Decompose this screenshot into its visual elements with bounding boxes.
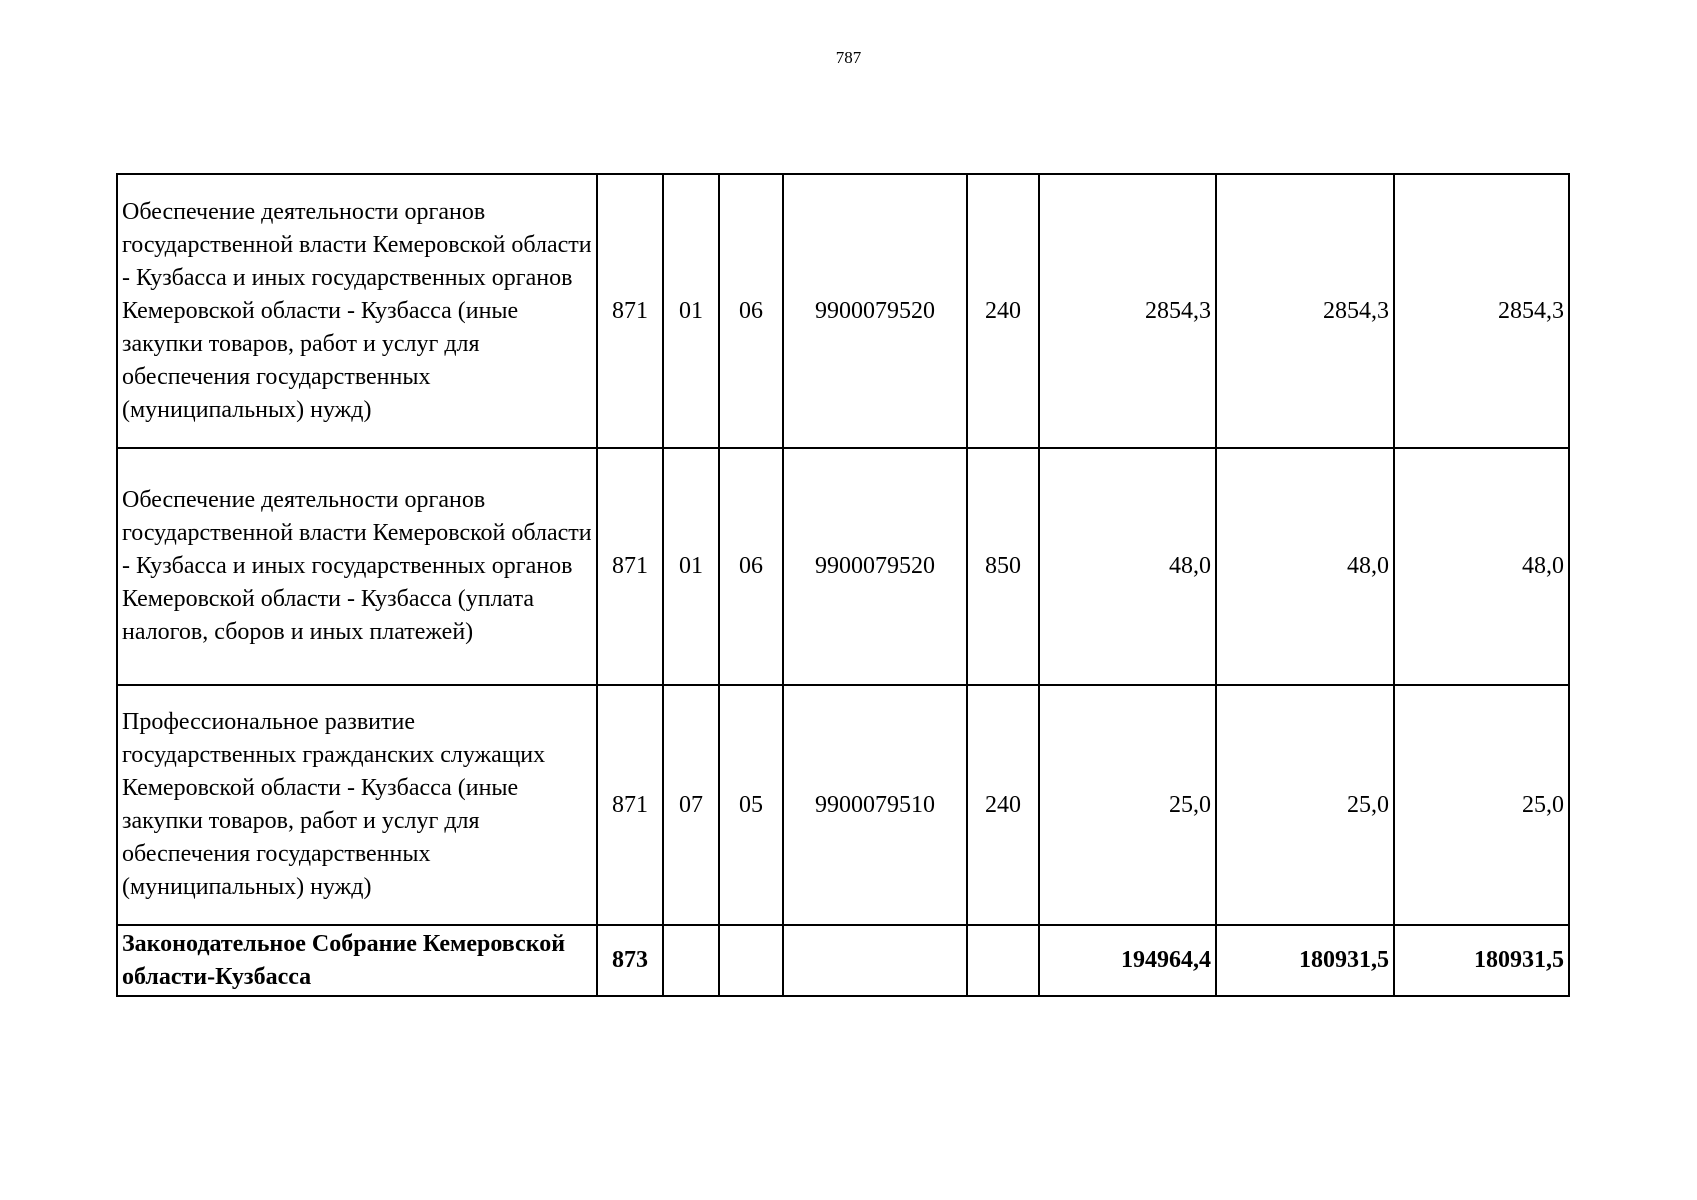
amount-2: 2854,3 (1216, 174, 1394, 448)
amount-3: 2854,3 (1394, 174, 1569, 448)
amount-1: 48,0 (1039, 448, 1216, 685)
row-description: Законодательное Собрание Кемеровской области-Кузбасса (117, 925, 597, 996)
expense-type-code: 240 (967, 685, 1039, 925)
ministry-code: 871 (597, 174, 663, 448)
row-description: Обеспечение деятельности органов государственной власти Кемеровской области - Кузбасса и иных государственных органов Кемеровской области - Кузбасса (уплата налогов, сборов и иных платежей) (117, 448, 597, 685)
row-description: Обеспечение деятельности органов государственной власти Кемеровской области - Кузбасса и иных государственных органов Кемеровской области - Кузбасса (иные закупки товаров, работ и услуг для обеспечения государственных (муниципальных) нужд) (117, 174, 597, 448)
expense-type-code (967, 925, 1039, 996)
target-article-code: 9900079520 (783, 174, 967, 448)
ministry-code: 873 (597, 925, 663, 996)
ministry-code: 871 (597, 448, 663, 685)
amount-3: 48,0 (1394, 448, 1569, 685)
page-number: 787 (835, 48, 862, 67)
subsection-code: 05 (719, 685, 783, 925)
expense-type-code: 240 (967, 174, 1039, 448)
amount-3: 25,0 (1394, 685, 1569, 925)
amount-1: 2854,3 (1039, 174, 1216, 448)
table-row (117, 685, 1569, 925)
subsection-code: 06 (719, 174, 783, 448)
subsection-code (719, 925, 783, 996)
target-article-code (783, 925, 967, 996)
table-row (117, 174, 1569, 448)
section-code (663, 925, 719, 996)
table-row (117, 448, 1569, 685)
amount-2: 25,0 (1216, 685, 1394, 925)
amount-2: 48,0 (1216, 448, 1394, 685)
budget-table (116, 173, 1570, 997)
table-row-total (117, 925, 1569, 996)
target-article-code: 9900079510 (783, 685, 967, 925)
expense-type-code: 850 (967, 448, 1039, 685)
target-article-code: 9900079520 (783, 448, 967, 685)
subsection-code: 06 (719, 448, 783, 685)
amount-2: 180931,5 (1216, 925, 1394, 996)
amount-3: 180931,5 (1394, 925, 1569, 996)
section-code: 01 (663, 174, 719, 448)
section-code: 01 (663, 448, 719, 685)
row-description: Профессиональное развитие государственных гражданских служащих Кемеровской области - Кузбасса (иные закупки товаров, работ и услуг для обеспечения государственных (муниципальных) нужд) (117, 685, 597, 925)
ministry-code: 871 (597, 685, 663, 925)
amount-1: 194964,4 (1039, 925, 1216, 996)
section-code: 07 (663, 685, 719, 925)
amount-1: 25,0 (1039, 685, 1216, 925)
